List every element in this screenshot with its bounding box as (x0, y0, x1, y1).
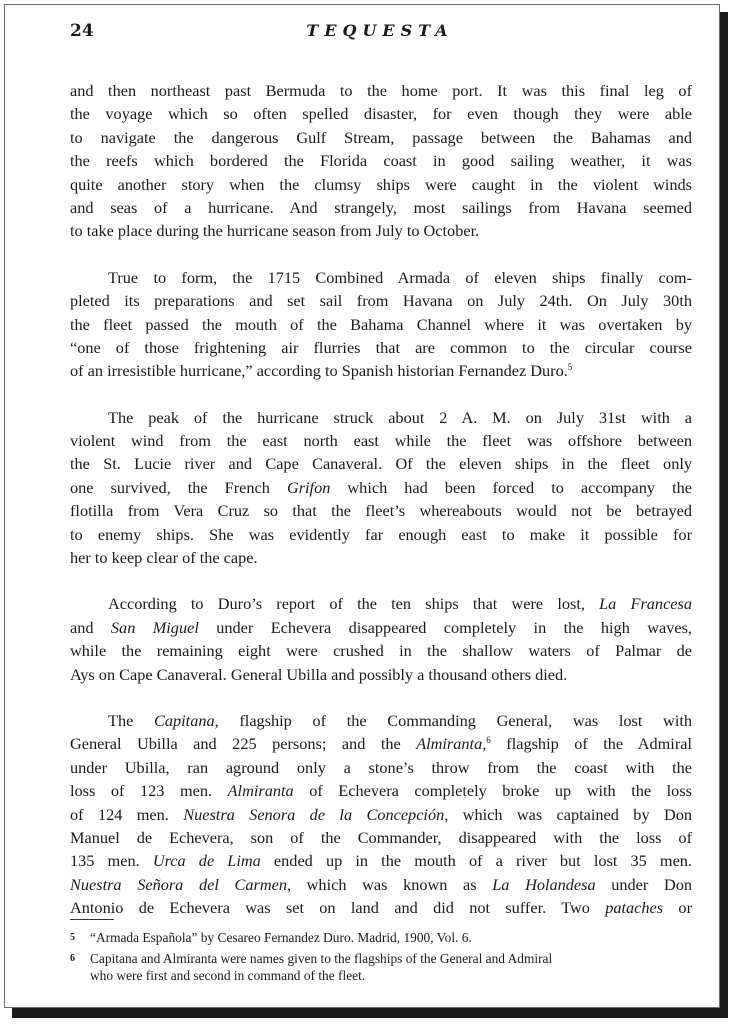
ship-name: Nuestra Señora del Carmen (70, 874, 287, 894)
ship-name: San Miguel (110, 617, 199, 637)
text-line (70, 359, 692, 382)
text-line: the reefs which bordered the Florida coast in good sailing weather, it was (70, 151, 692, 171)
footnote-number: 5 (70, 932, 75, 943)
text-line: the voyage which so often spelled disaster, for even though they were able (70, 104, 692, 124)
text-line (70, 779, 692, 802)
text-line (70, 732, 692, 755)
text-segment: 135 men. (70, 851, 153, 871)
text-segment: of 124 men. (70, 804, 184, 824)
ship-name: Almiranta (227, 781, 294, 801)
footnote-text-line: Capitana and Almiranta were names given to the flagships of the General and Admiral (90, 951, 553, 966)
text-line: True to form, the 1715 Combined Armada of eleven ships finally com- (108, 267, 692, 287)
text-line: Manuel de Echevera, son of the Commander, disappeared with the loss of (70, 827, 692, 847)
text-line: while the remaining eight were crushed in the shallow waters of Palmar de (70, 641, 692, 661)
text-segment: General Ubilla and 225 persons; and the (70, 734, 417, 754)
page-header (70, 21, 690, 47)
text-line: quite another story when the clumsy ships were caught in the violent winds (70, 174, 692, 194)
body-text (70, 79, 692, 943)
ship-name: Urca de Lima (152, 851, 261, 871)
running-head: TEQUESTA (306, 21, 454, 40)
paragraph-4 (70, 592, 692, 686)
text-segment: of an irresistible hurricane,” according to Spanish historian Fernandez Duro. (70, 361, 568, 381)
ship-name: Nuestra Senora de la Concepción (183, 804, 445, 824)
text-line (70, 709, 692, 732)
paragraph-2 (70, 266, 692, 383)
text-line (70, 803, 692, 826)
text-segment: flagship of the Admiral (490, 734, 692, 754)
text-segment: one survived, the French (70, 477, 287, 497)
text-line (70, 592, 692, 615)
text-line: The peak of the hurricane struck about 2 A. M. on July 31st with a (108, 407, 692, 427)
text-segment: and (70, 617, 111, 637)
text-segment: , which was captained by Don (444, 804, 693, 824)
text-segment: According to Duro’s report of the ten ships that were lost, (108, 594, 600, 614)
text-segment: Antonio de Echevera was set on land and did not suffer. Two (70, 898, 606, 918)
text-segment: loss of 123 men. (70, 781, 228, 801)
text-line (70, 849, 692, 872)
footnote-number: 6 (70, 953, 75, 964)
footnotes (70, 929, 692, 988)
text-line: under Ubilla, ran aground only a stone’s throw from the coast with the (70, 757, 692, 777)
text-line: and seas of a hurricane. And strangely, most sailings from Havana seemed (70, 197, 692, 217)
ship-name: La Francesa (599, 594, 693, 614)
text-segment: The (108, 710, 154, 730)
text-segment: of Echevera completely broke up with the loss (293, 781, 692, 801)
paragraph-1 (70, 79, 692, 243)
ship-name: La Holandesa (492, 874, 596, 894)
paragraph-3 (70, 406, 692, 570)
footnote-5 (70, 929, 692, 946)
footnote-ref: 6 (486, 735, 491, 746)
text-line (70, 616, 692, 639)
paragraph-5 (70, 709, 692, 920)
text-line: Ays on Cape Canaveral. General Ubilla and possibly a thousand others died. (70, 664, 568, 684)
text-line: the fleet passed the mouth of the Bahama Channel where it was overtaken by (70, 314, 692, 334)
footnote-rule (70, 919, 114, 920)
ship-name: Capitana (154, 710, 215, 730)
text-line: her to keep clear of the cape. (70, 548, 258, 568)
text-line (70, 896, 692, 919)
text-line: pleted its preparations and set sail from Havana on July 24th. On July 30th (70, 291, 692, 311)
text-segment: ended up in the mouth of a river but lost 35 men. (260, 851, 693, 871)
ship-name: Grifon (286, 477, 331, 497)
ship-name: Almiranta, (416, 734, 487, 754)
text-line: flotilla from Vera Cruz so that the fleet’s whereabouts would not be betrayed (70, 501, 692, 521)
text-line (70, 476, 692, 499)
text-segment: which had been forced to accompany the (330, 477, 692, 497)
italic-term: pataches (605, 898, 664, 918)
text-line: to navigate the dangerous Gulf Stream, passage between the Bahamas and (70, 127, 692, 147)
text-segment: or (663, 898, 692, 918)
text-segment: , flagship of the Commanding General, was lost with (214, 710, 693, 730)
page-number: 24 (70, 21, 94, 41)
text-line: violent wind from the east north east while the fleet was offshore between (70, 431, 692, 451)
footnote-text: “Armada Española” by Cesareo Fernandez Duro. Madrid, 1900, Vol. 6. (90, 930, 472, 945)
text-line: and then northeast past Bermuda to the home port. It was this final leg of (70, 81, 692, 100)
text-segment: under Don (595, 874, 693, 894)
text-segment: under Echevera disappeared completely in the high waves, (198, 617, 692, 637)
text-line: to take place during the hurricane season from July to October. (70, 221, 480, 241)
text-line: the St. Lucie river and Cape Canaveral. Of the eleven ships in the fleet only (70, 454, 692, 474)
footnote-6 (70, 950, 692, 984)
text-line (70, 873, 692, 896)
text-line: to enemy ships. She was evidently far enough east to make it possible for (70, 524, 692, 544)
text-line: “one of those frightening air flurries that are common to the circular course (70, 337, 692, 357)
footnote-ref: 5 (567, 362, 573, 373)
footnote-text-line: who were first and second in command of the fleet. (90, 968, 366, 983)
document-page (4, 4, 720, 1008)
text-segment: , which was known as (286, 874, 493, 894)
